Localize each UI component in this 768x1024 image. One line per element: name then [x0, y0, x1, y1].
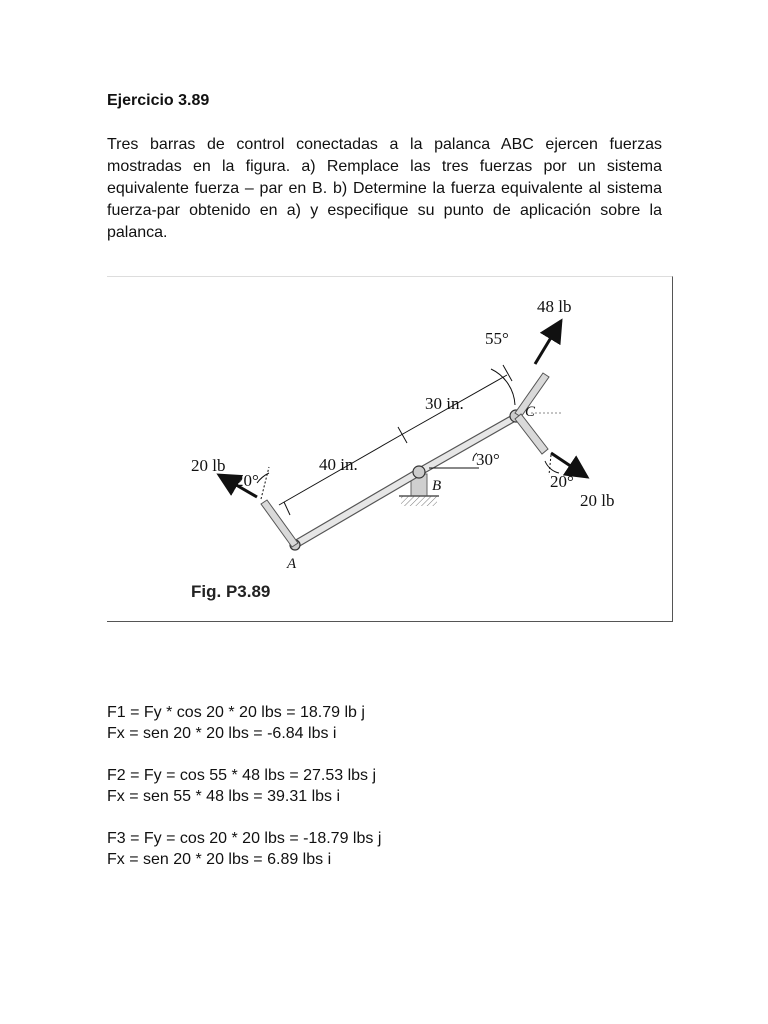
force-arrow-c-up [535, 321, 561, 364]
figure-caption: Fig. P3.89 [191, 582, 271, 601]
dimension-lines [257, 365, 563, 515]
force-a-label: 20 lb [191, 456, 226, 475]
figure-p3-89 [107, 276, 673, 622]
pin-b [413, 466, 425, 478]
calc-f2-fx: Fx = sen 55 * 48 lbs = 39.31 lbs i [107, 788, 341, 805]
calc-f3-fx: Fx = sen 20 * 20 lbs = 6.89 lbs i [107, 851, 332, 868]
calculation-f3 [107, 828, 667, 870]
page-title: Ejercicio 3.89 [107, 92, 210, 109]
angle-a-label: 20° [235, 471, 259, 490]
calc-f1-fx: Fx = sen 20 * 20 lbs = -6.84 lbs i [107, 725, 337, 742]
problem-statement: Tres barras de control conectadas a la palanca ABC ejercen fuerzas mostradas en la figura. a) Remplace las tres fuerzas por un sistema equivalente fuerza – par en B. b) Determine la fuerza equivalente al sistema fuerza-par obtenido en a) y especifique su punto de aplicación sobre la palanca. [107, 136, 662, 241]
point-a-label: A [287, 556, 297, 572]
angle-c-down-label: 20° [550, 472, 574, 491]
force-c-down-label: 20 lb [580, 491, 615, 510]
length-ab-label: 40 in. [319, 455, 358, 474]
point-c-label: C [525, 404, 536, 420]
control-rods [261, 373, 549, 547]
length-bc-label: 30 in. [425, 394, 464, 413]
calc-f2-fy: F2 = Fy = cos 55 * 48 lbs = 27.53 lbs j [107, 767, 377, 784]
angle-c-up-label: 55° [485, 329, 509, 348]
calc-f3-fy: F3 = Fy = cos 20 * 20 lbs = -18.79 lbs j [107, 830, 382, 847]
angle-lever-label: 30° [476, 450, 500, 469]
calc-f1-fy: F1 = Fy * cos 20 * 20 lbs = 18.79 lb j [107, 704, 365, 721]
point-b-label: B [432, 478, 442, 494]
force-c-up-label: 48 lb [537, 297, 572, 316]
calculation-f1 [107, 702, 667, 744]
lever-diagram [107, 277, 673, 623]
lever-abc [290, 410, 522, 550]
calculation-f2 [107, 765, 667, 807]
